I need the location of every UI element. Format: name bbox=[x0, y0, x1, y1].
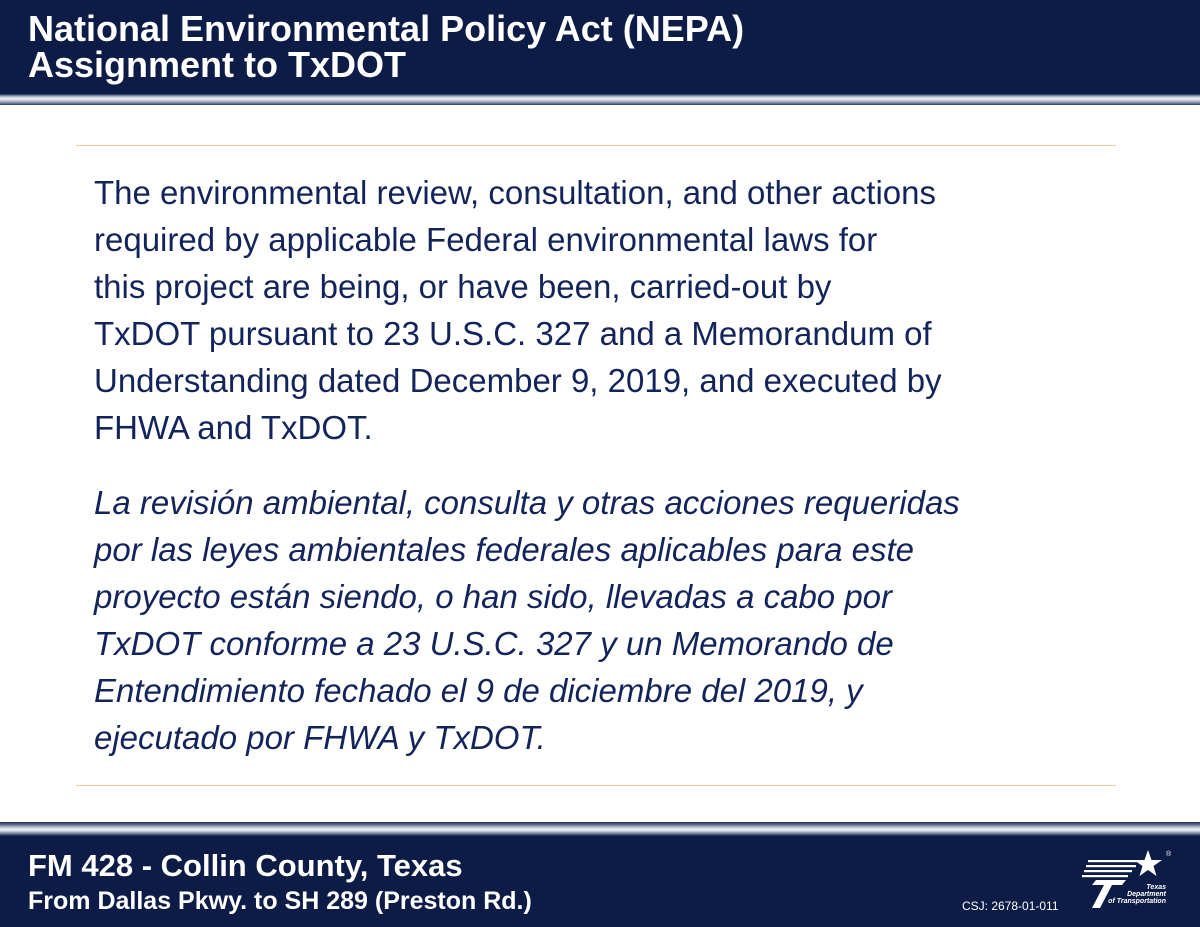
bottom-divider bbox=[76, 785, 1116, 786]
spanish-line: proyecto están siendo, o han sido, llevadas a cabo por bbox=[94, 578, 893, 615]
registered-mark: ® bbox=[1166, 851, 1172, 858]
logo-text-line-3: of Transportation bbox=[1108, 898, 1166, 905]
english-line: FHWA and TxDOT. bbox=[94, 409, 373, 446]
english-line: Understanding dated December 9, 2019, and executed by bbox=[94, 362, 942, 399]
spanish-line: Entendimiento fechado el 9 de diciembre del 2019, y bbox=[94, 672, 863, 709]
spanish-line: por las leyes ambientales federales aplicables para este bbox=[94, 531, 914, 568]
page-title-line-2: Assignment to TxDOT bbox=[28, 44, 407, 85]
english-line: this project are being, or have been, carried-out by bbox=[94, 268, 832, 305]
header-stripe bbox=[0, 92, 1200, 105]
spanish-paragraph bbox=[94, 479, 960, 761]
english-line: The environmental review, consultation, and other actions bbox=[94, 174, 936, 211]
english-paragraph bbox=[94, 169, 942, 451]
page-title-line-1: National Environmental Policy Act (NEPA) bbox=[28, 8, 745, 49]
spanish-line: TxDOT conforme a 23 U.S.C. 327 y un Memorando de bbox=[94, 625, 894, 662]
footer-bar bbox=[0, 836, 1200, 927]
logo-text-line-2: Department bbox=[1127, 891, 1166, 898]
txdot-logo-text bbox=[1106, 884, 1166, 905]
spanish-line: La revisión ambiental, consulta y otras acciones requeridas bbox=[94, 484, 960, 521]
top-divider bbox=[76, 145, 1116, 146]
footer-stripe bbox=[0, 822, 1200, 836]
project-limits: From Dallas Pkwy. to SH 289 (Preston Rd.) bbox=[28, 887, 532, 915]
project-title: FM 428 - Collin County, Texas bbox=[28, 848, 463, 883]
header-bar bbox=[0, 0, 1200, 92]
english-line: required by applicable Federal environmental laws for bbox=[94, 221, 878, 258]
page-title bbox=[28, 8, 745, 85]
spanish-line: ejecutado por FHWA y TxDOT. bbox=[94, 719, 546, 756]
csj-number: CSJ: 2678-01-011 bbox=[962, 899, 1059, 913]
logo-text-line-1: Texas bbox=[1146, 884, 1166, 891]
english-line: TxDOT pursuant to 23 U.S.C. 327 and a Memorandum of bbox=[94, 315, 932, 352]
